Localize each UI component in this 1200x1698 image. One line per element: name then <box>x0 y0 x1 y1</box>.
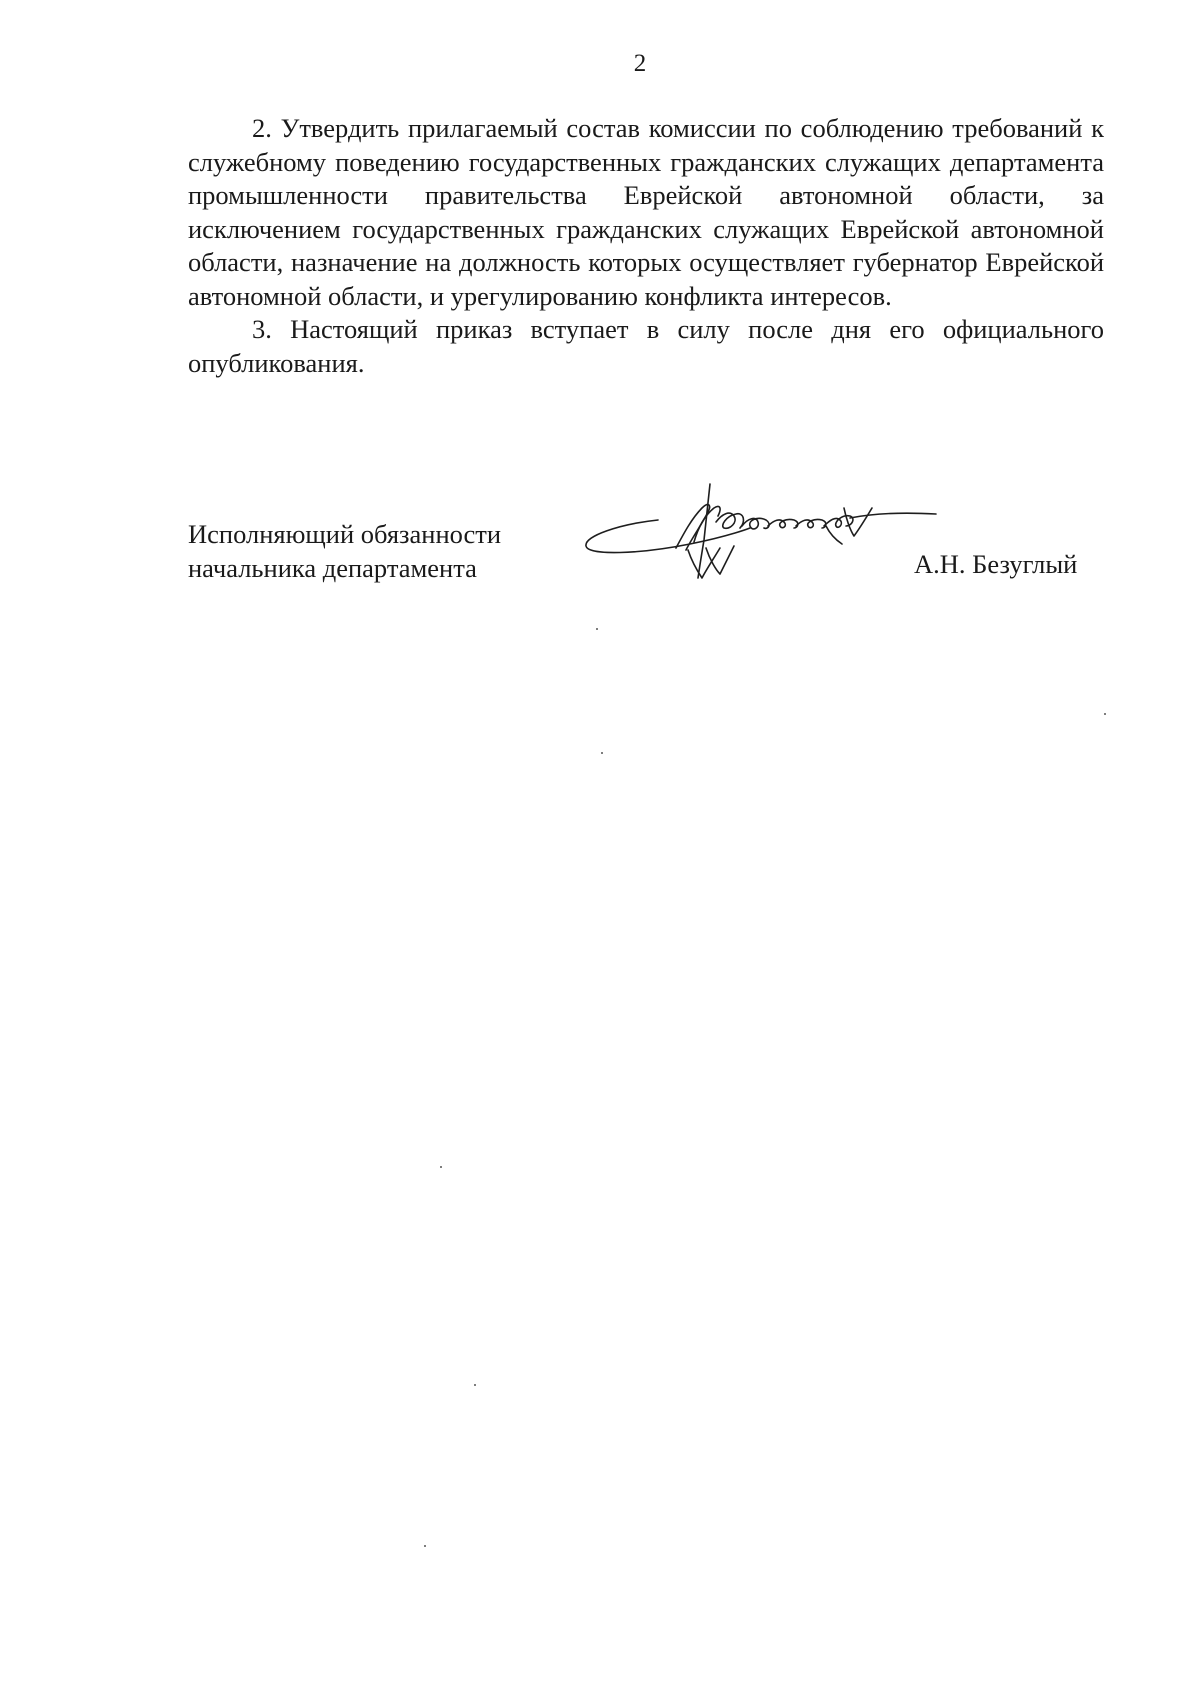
scan-speck <box>601 752 603 754</box>
signatory-position-line-2: начальника департамента <box>188 552 477 583</box>
paragraph-3-entry-into-force: 3. Настоящий приказ вступает в силу после дня его официального опубликования. <box>188 314 1104 378</box>
order-body <box>188 112 1104 380</box>
scan-speck <box>440 1166 442 1168</box>
signatory-name: А.Н. Безуглый <box>914 549 1078 579</box>
page-number: 2 <box>633 50 647 77</box>
handwritten-signature-icon <box>580 478 940 598</box>
scan-speck <box>424 1545 426 1547</box>
scan-speck <box>474 1384 476 1386</box>
scan-speck <box>1104 713 1106 715</box>
scan-speck <box>596 628 598 630</box>
paragraph-2-commission-composition: 2. Утвердить прилагаемый состав комиссии по соблюдению требований к служебному поведению государственных гражданских служащих департамента промышленности правительства Еврейской автономной области, за исключением государственных гражданских служащих Еврейской автономной области, назначение на должность которых осуществляет губернатор Еврейской автономной области, и урегулированию конфликта интересов. <box>188 113 1104 311</box>
signatory-position-line-1: Исполняющий обязанности <box>188 519 502 549</box>
signatory-position <box>188 518 501 585</box>
